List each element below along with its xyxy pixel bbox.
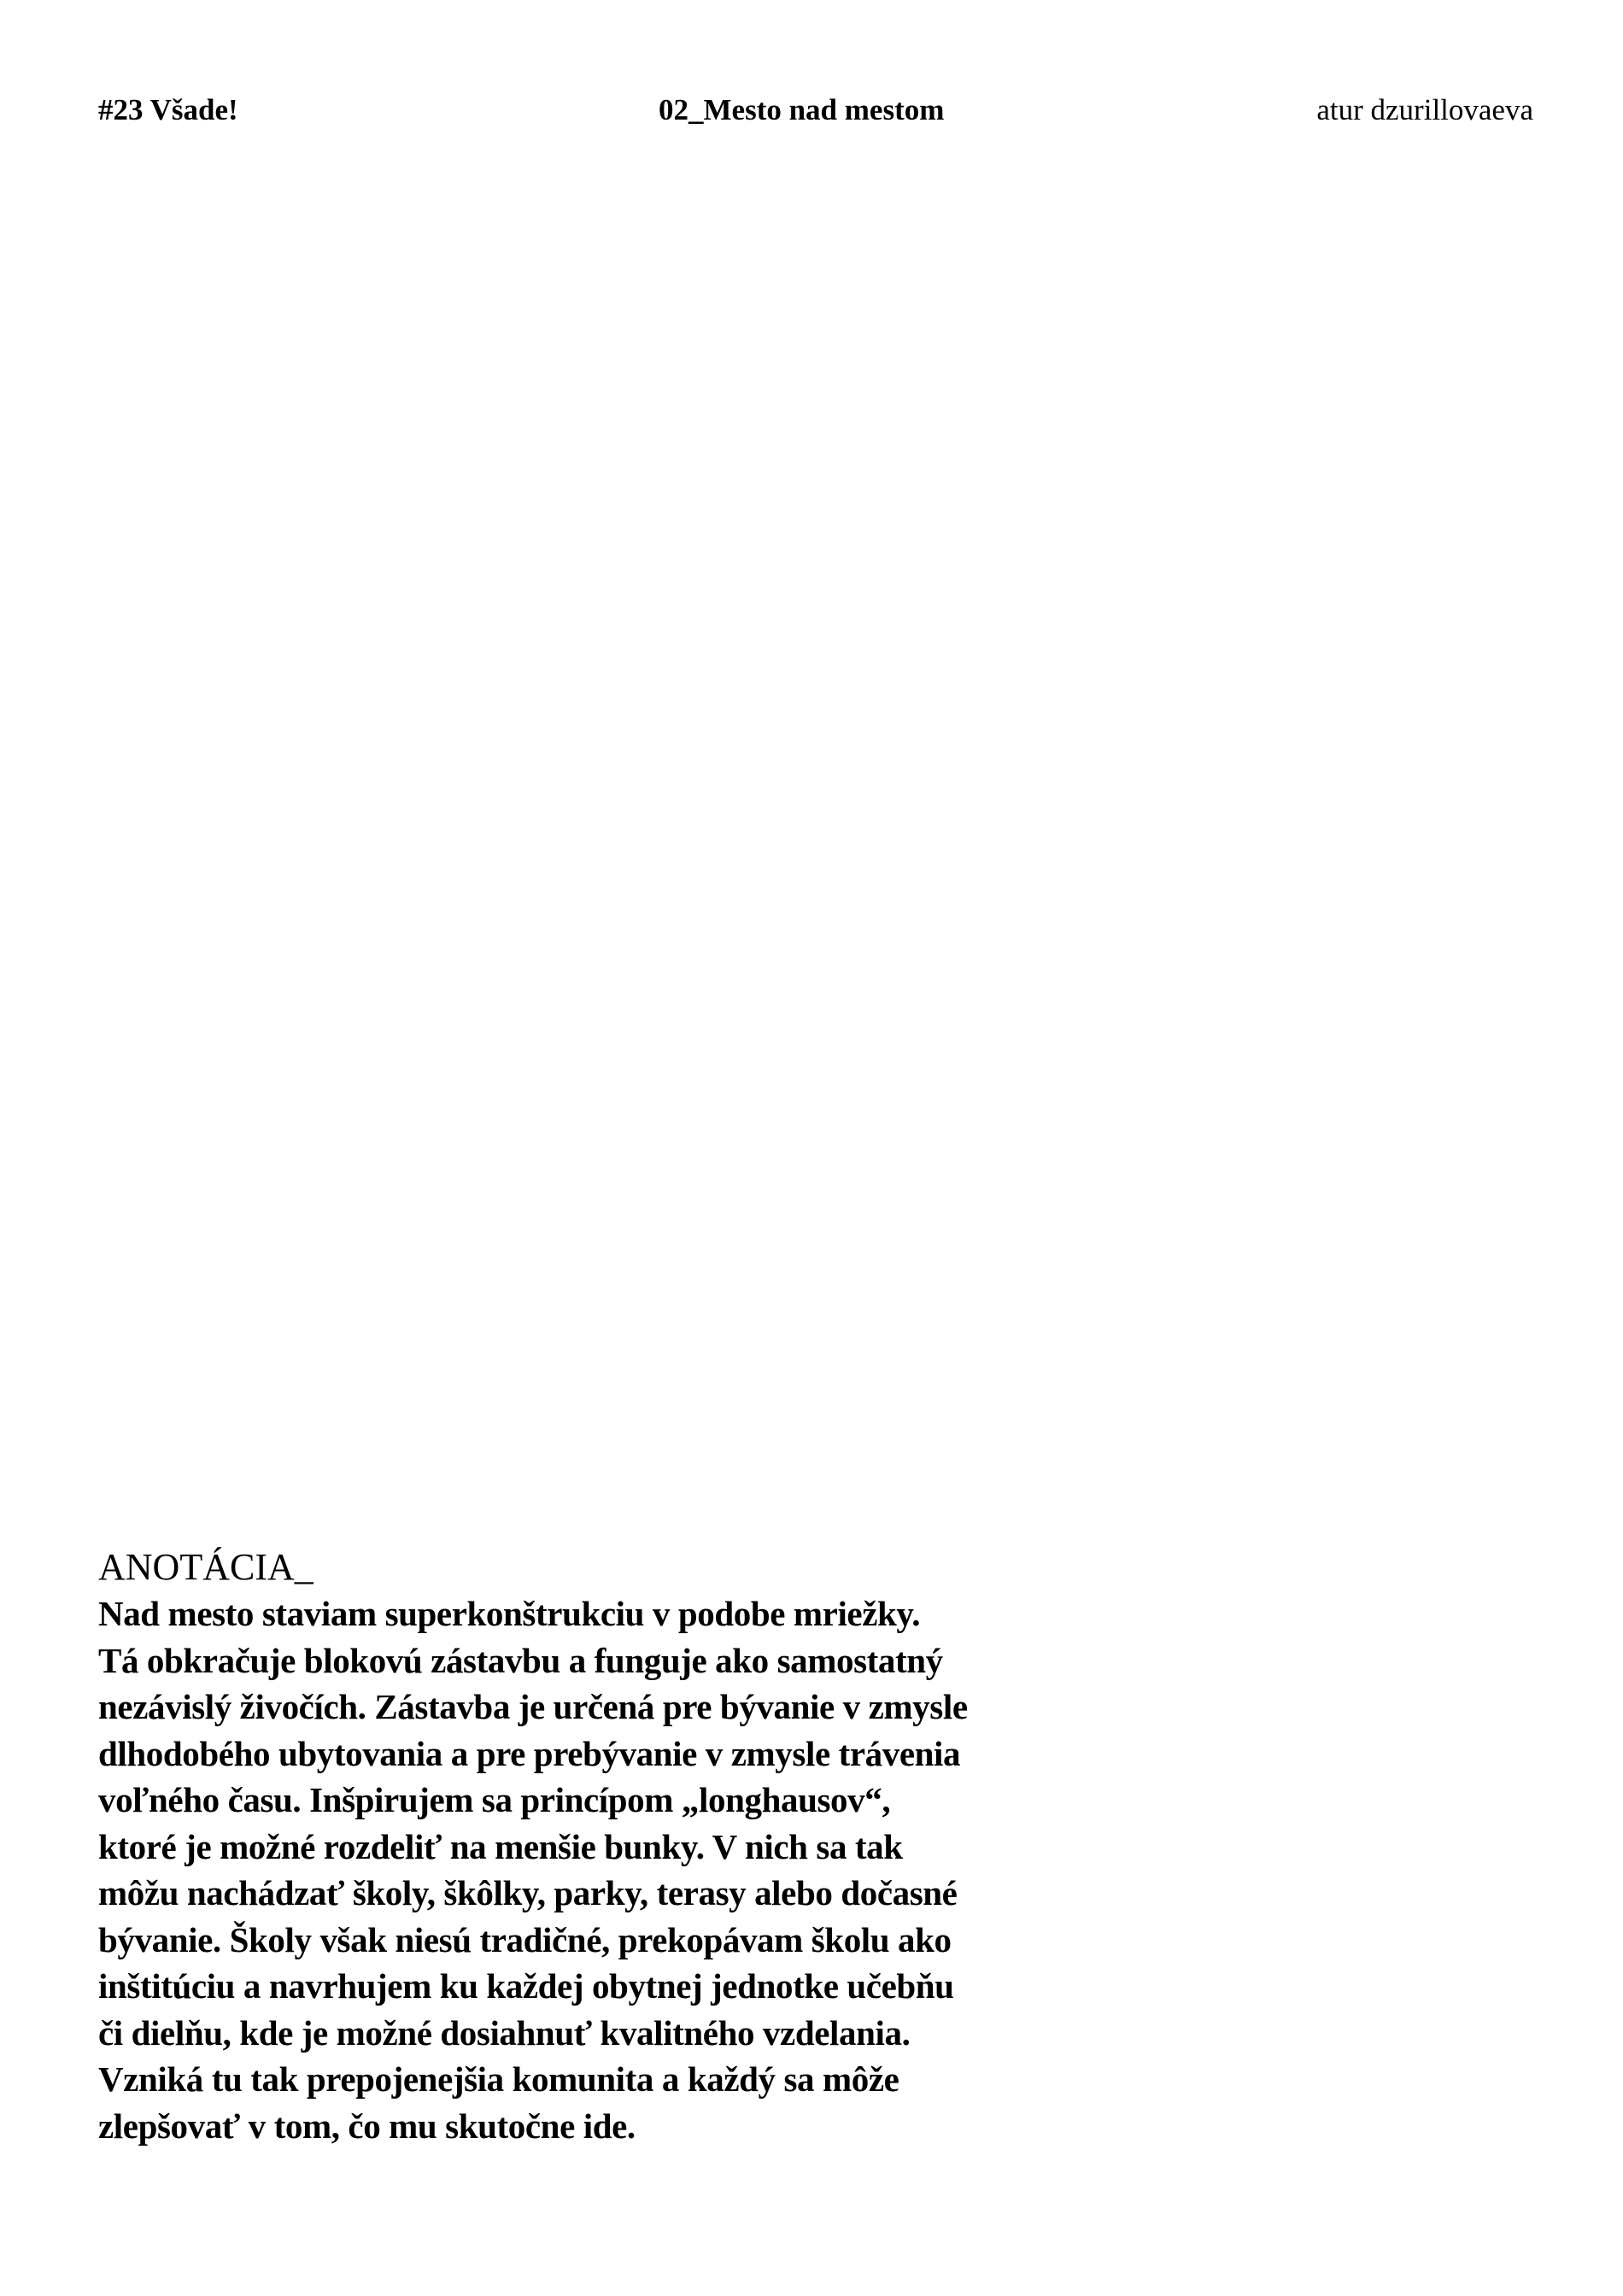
annotation-line: nezávislý živočích. Zástavba je určená pre bývanie v zmysle <box>98 1687 968 1726</box>
page-header <box>98 89 1533 132</box>
annotation-line: inštitúciu a navrhujem ku každej obytnej jednotke učebňu <box>98 1966 954 2006</box>
issue-label: #23 Všade! <box>98 93 238 126</box>
annotation-line: bývanie. Školy však niesú tradičné, prekopávam školu ako <box>98 1919 952 1959</box>
annotation-line: Tá obkračuje blokovú zástavbu a funguje ako samostatný <box>98 1640 943 1680</box>
author-names: atur dzurillovaeva <box>1316 93 1533 126</box>
annotation-section <box>98 1544 1140 2149</box>
annotation-line: zlepšovať v tom, čo mu skutočne ide. <box>98 2106 636 2146</box>
annotation-line: Nad mesto staviam superkonštrukciu v podobe mriežky. <box>98 1594 921 1633</box>
project-title: 02_Mesto nad mestom <box>659 93 945 126</box>
annotation-line: či dielňu, kde je možné dosiahnuť kvalitného vzdelania. <box>98 2012 911 2053</box>
annotation-line: ktoré je možné rozdeliť na menšie bunky. V nich sa tak <box>98 1826 903 1866</box>
annotation-body <box>98 1590 1140 2149</box>
annotation-line: dlhodobého ubytovania a pre prebývanie v zmysle trávenia <box>98 1733 961 1773</box>
annotation-line: voľného času. Inšpirujem sa princípom „longhausov“, <box>98 1780 891 1819</box>
annotation-line: môžu nachádzať školy, škôlky, parky, terasy alebo dočasné <box>98 1873 958 1912</box>
annotation-heading: ANOTÁCIA_ <box>98 1546 313 1588</box>
annotation-line: Vzniká tu tak prepojenejšia komunita a každý sa môže <box>98 2059 899 2099</box>
